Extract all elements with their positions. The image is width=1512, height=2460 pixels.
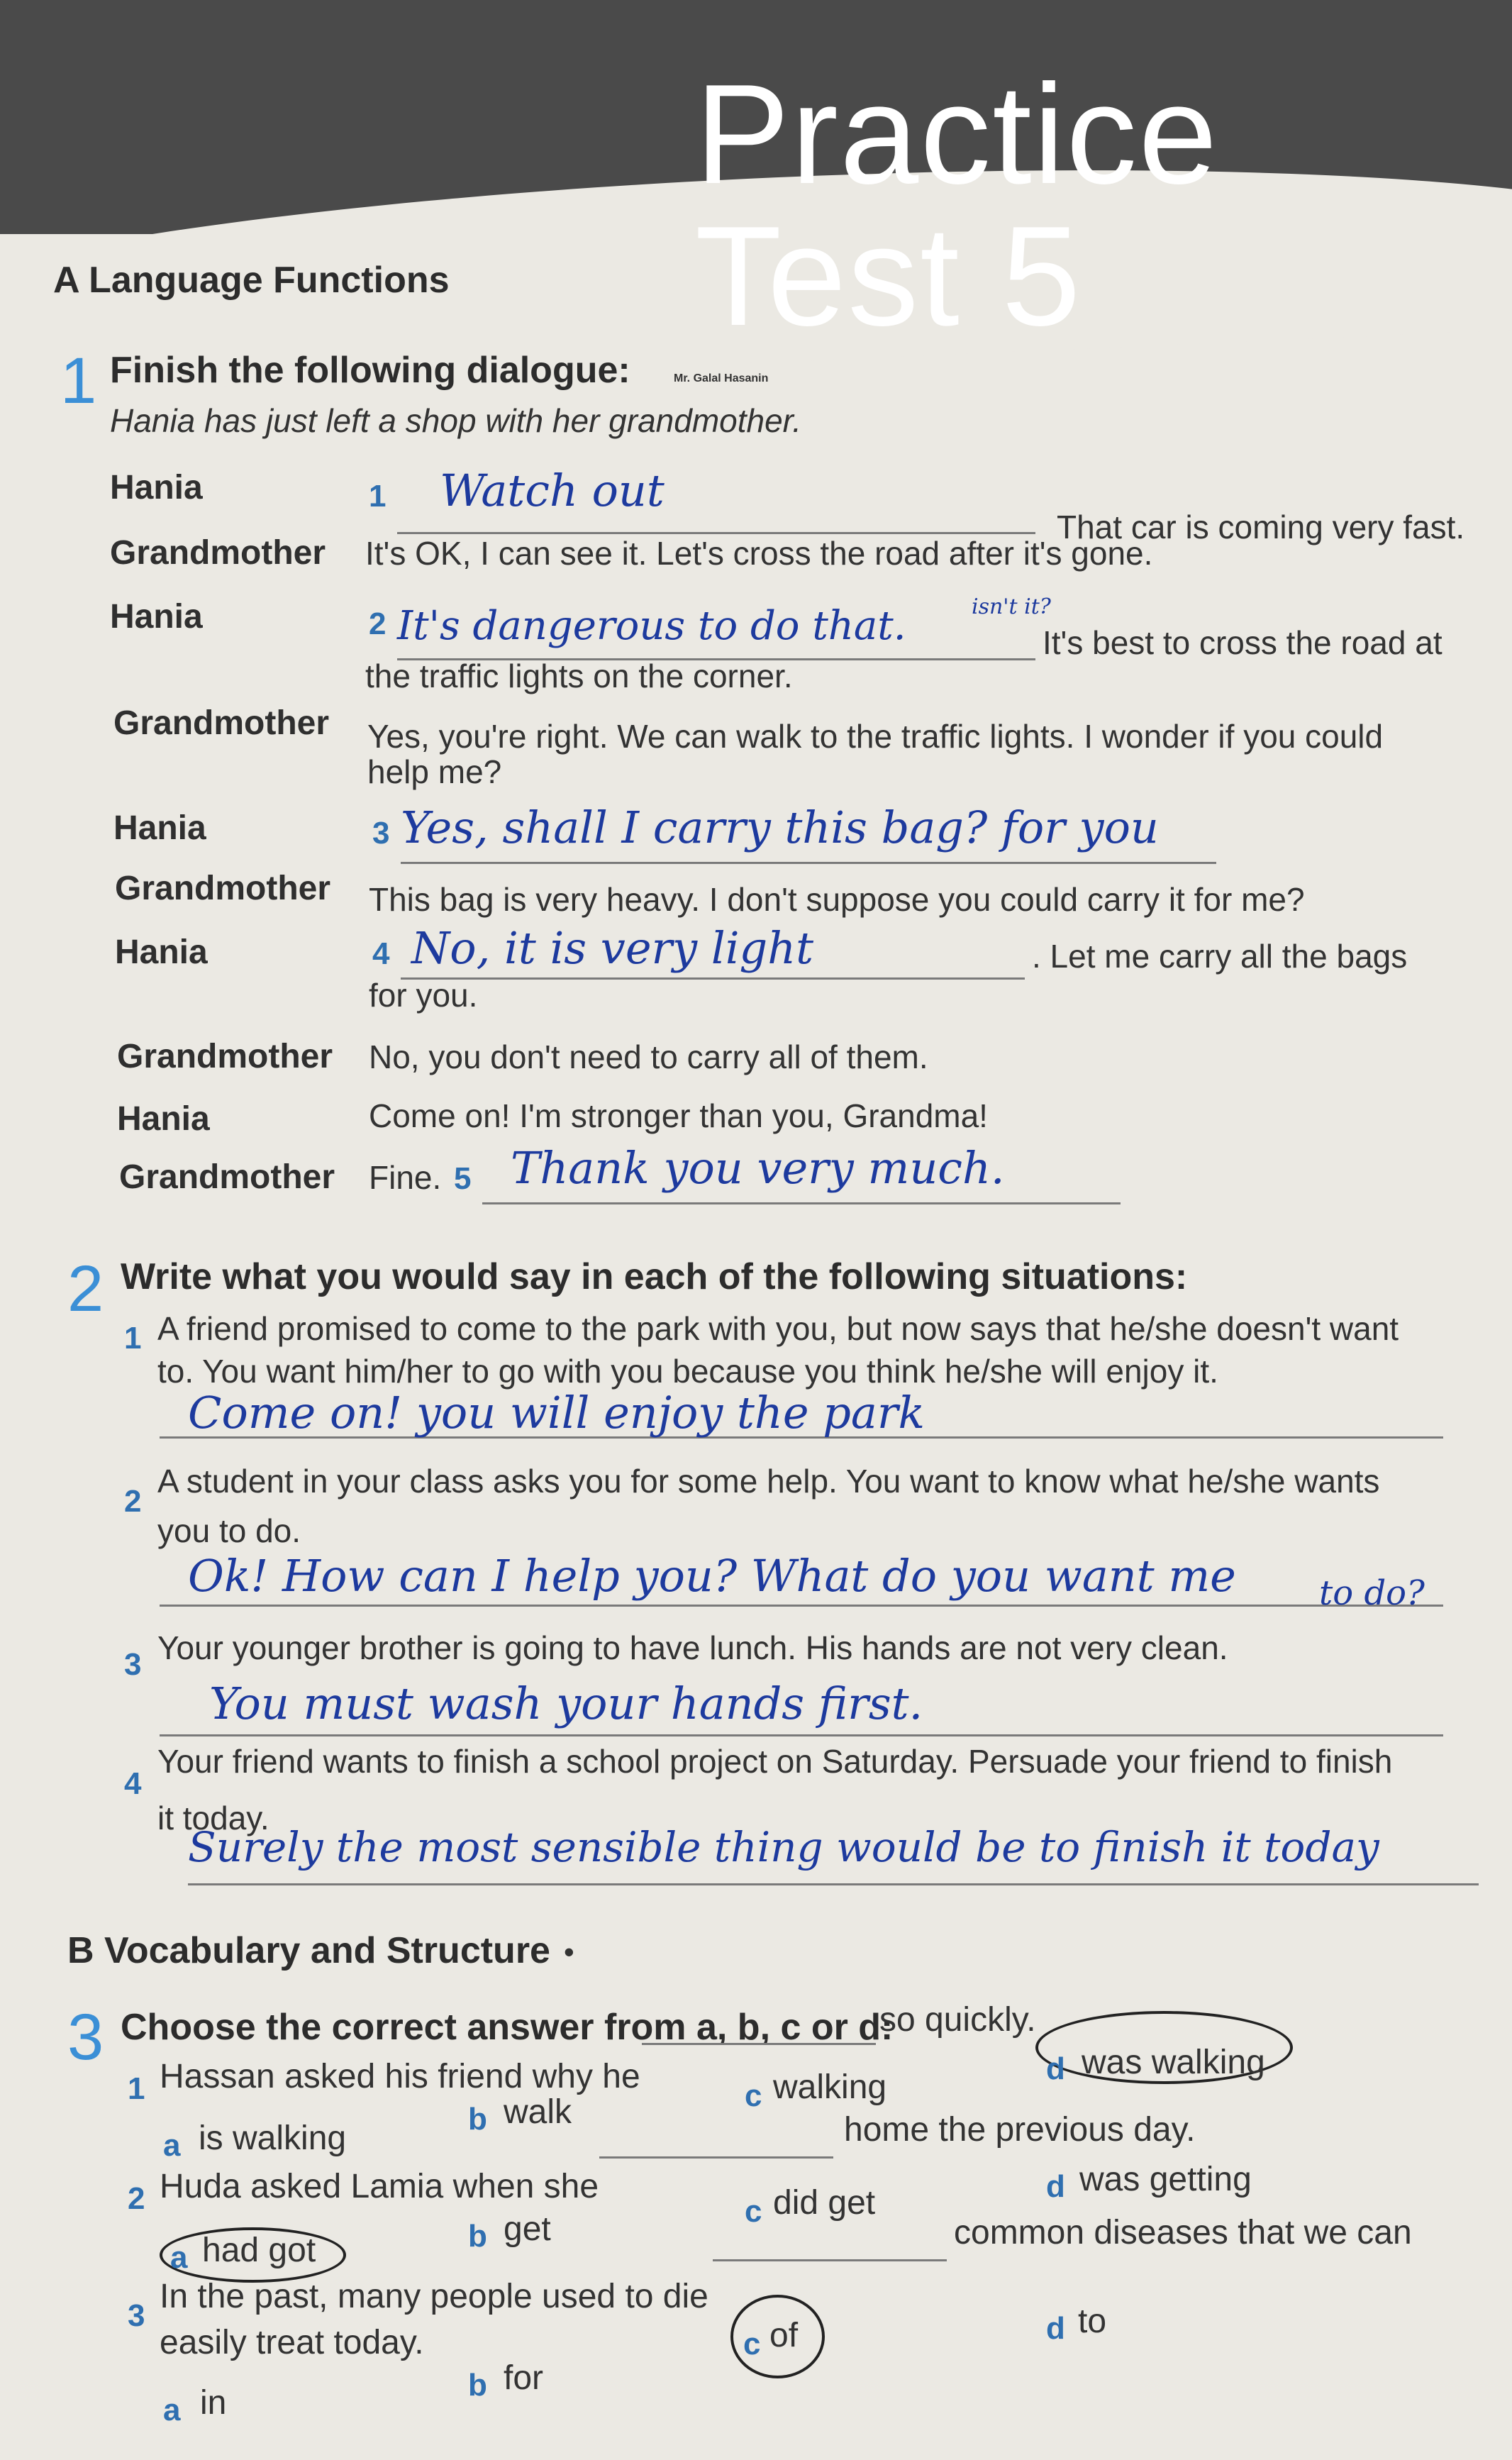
item-number: 2 <box>124 1484 142 1519</box>
dialogue-text: It's best to cross the road at <box>1043 624 1442 661</box>
answer-blank <box>713 2259 947 2261</box>
handwritten-answer: to do? <box>1319 1573 1425 1613</box>
speaker-grandmother: Grandmother <box>113 704 330 742</box>
dialogue-text: the traffic lights on the corner. <box>365 658 793 694</box>
option-text: get <box>504 2210 551 2248</box>
question-1-instruction: Finish the following dialogue: <box>110 350 630 391</box>
speaker-grandmother: Grandmother <box>117 1038 333 1075</box>
dialogue-text: . Let me carry all the bags <box>1032 938 1408 975</box>
option-text: walk <box>504 2093 572 2131</box>
handwritten-answer: It's dangerous to do that. <box>397 603 906 649</box>
option-letter: b <box>468 2219 487 2254</box>
option-text: walking <box>773 2068 887 2106</box>
dialogue-text: for you. <box>369 977 478 1014</box>
item-number: 2 <box>128 2181 145 2216</box>
item-number: 1 <box>128 2071 145 2106</box>
speaker-grandmother: Grandmother <box>110 534 326 572</box>
option-letter: c <box>745 2078 762 2113</box>
answer-blank <box>642 2043 876 2045</box>
handwritten-answer: You must wash your hands first. <box>209 1678 923 1729</box>
handwritten-answer: Come on! you will enjoy the park <box>188 1387 925 1439</box>
question-after: common diseases that we can <box>954 2214 1412 2251</box>
speaker-hania: Hania <box>117 1100 210 1138</box>
watermark: Mr. Galal Hasanin <box>674 372 769 384</box>
option-letter: d <box>1046 2051 1065 2086</box>
speaker-hania: Hania <box>115 933 208 971</box>
option-text: had got <box>202 2232 316 2269</box>
dialogue-text: No, you don't need to carry all of them. <box>369 1038 928 1075</box>
handwritten-answer: Surely the most sensible thing would be to finish it today <box>188 1823 1379 1871</box>
option-text: in <box>200 2384 227 2422</box>
answer-blank <box>188 1883 1479 1885</box>
question-after: home the previous day. <box>844 2111 1196 2149</box>
speaker-hania: Hania <box>110 469 203 506</box>
dialogue-text: This bag is very heavy. I don't suppose you could carry it for me? <box>369 881 1305 918</box>
question-stem: Huda asked Lamia when she <box>160 2168 599 2205</box>
question-after: so quickly. <box>879 2001 1036 2039</box>
dialogue-text: help me? <box>367 753 502 790</box>
option-letter: d <box>1046 2311 1065 2346</box>
speaker-hania: Hania <box>113 809 206 847</box>
answer-blank <box>401 977 1025 980</box>
item-number: 3 <box>128 2298 145 2333</box>
option-text: was getting <box>1079 2161 1252 2198</box>
option-letter: c <box>743 2327 761 2361</box>
line-number: 4 <box>372 936 390 971</box>
handwritten-answer: Yes, shall I carry this bag? for you <box>401 802 1159 853</box>
dialogue-text: That car is coming very fast. <box>1057 509 1465 545</box>
page-title: Practice Test 5 <box>695 55 1219 355</box>
line-number: 5 <box>454 1161 472 1196</box>
answer-blank <box>160 1605 1443 1607</box>
question-3-number: 3 <box>67 2001 104 2073</box>
bullet-mark: • <box>564 1935 574 1968</box>
handwritten-answer: Thank you very much. <box>511 1142 1005 1194</box>
situation-text: you to do. <box>157 1512 301 1549</box>
option-text: did get <box>773 2184 876 2222</box>
option-letter: a <box>170 2240 188 2275</box>
answer-blank <box>482 1202 1121 1204</box>
answer-blank <box>599 2156 833 2159</box>
option-letter: c <box>745 2194 762 2229</box>
option-letter: b <box>468 2102 487 2137</box>
option-letter: a <box>163 2393 181 2427</box>
line-number: 3 <box>372 816 390 851</box>
option-text: for <box>504 2359 544 2397</box>
line-number: 2 <box>369 606 387 641</box>
answer-blank <box>160 1734 1443 1736</box>
situation-text: to. You want him/her to go with you because you think he/she will enjoy it. <box>157 1353 1218 1390</box>
handwritten-answer: No, it is very light <box>411 922 814 974</box>
question-stem: In the past, many people used to die <box>160 2278 708 2315</box>
option-text: is walking <box>199 2120 347 2157</box>
section-b-title: B Vocabulary and Structure <box>67 1930 550 1971</box>
dialogue-text: Yes, you're right. We can walk to the traffic lights. I wonder if you could <box>367 718 1384 755</box>
option-letter: b <box>468 2368 487 2403</box>
option-text: of <box>769 2317 799 2354</box>
handwritten-answer: Ok! How can I help you? What do you want me <box>188 1550 1236 1602</box>
situation-text: A friend promised to come to the park with you, but now says that he/she doesn't want <box>157 1310 1399 1347</box>
option-letter: a <box>163 2128 181 2163</box>
handwritten-answer: Watch out <box>440 465 665 516</box>
situation-text: Your friend wants to finish a school project on Saturday. Persuade your friend to finish <box>157 1743 1393 1780</box>
option-text: was walking <box>1082 2044 1265 2081</box>
dialogue-text: It's OK, I can see it. Let's cross the road after it's gone. <box>365 535 1153 572</box>
section-a-title: A Language Functions <box>53 260 450 301</box>
question-stem: easily treat today. <box>160 2324 424 2361</box>
answer-blank <box>401 862 1216 864</box>
handwritten-note: isn't it? <box>972 594 1051 619</box>
dialogue-text: Fine. <box>369 1159 442 1196</box>
item-number: 1 <box>124 1321 142 1356</box>
situation-text: Your younger brother is going to have lunch. His hands are not very clean. <box>157 1629 1228 1666</box>
question-1-number: 1 <box>60 345 97 417</box>
item-number: 3 <box>124 1647 142 1682</box>
question-3-instruction: Choose the correct answer from a, b, c or d: <box>121 2007 894 2048</box>
option-text: to <box>1078 2303 1107 2340</box>
question-2-instruction: Write what you would say in each of the following situations: <box>121 1256 1188 1297</box>
question-2-number: 2 <box>67 1253 104 1325</box>
question-1-context: Hania has just left a shop with her grandmother. <box>110 402 802 439</box>
speaker-hania: Hania <box>110 598 203 636</box>
line-number: 1 <box>369 479 387 514</box>
speaker-grandmother: Grandmother <box>119 1158 335 1196</box>
option-letter: d <box>1046 2169 1065 2204</box>
item-number: 4 <box>124 1766 142 1801</box>
dialogue-text: Come on! I'm stronger than you, Grandma! <box>369 1097 988 1134</box>
situation-text: it today. <box>157 1800 269 1836</box>
speaker-grandmother: Grandmother <box>115 870 331 907</box>
situation-text: A student in your class asks you for some help. You want to know what he/she wants <box>157 1463 1380 1500</box>
question-stem: Hassan asked his friend why he <box>160 2058 640 2095</box>
